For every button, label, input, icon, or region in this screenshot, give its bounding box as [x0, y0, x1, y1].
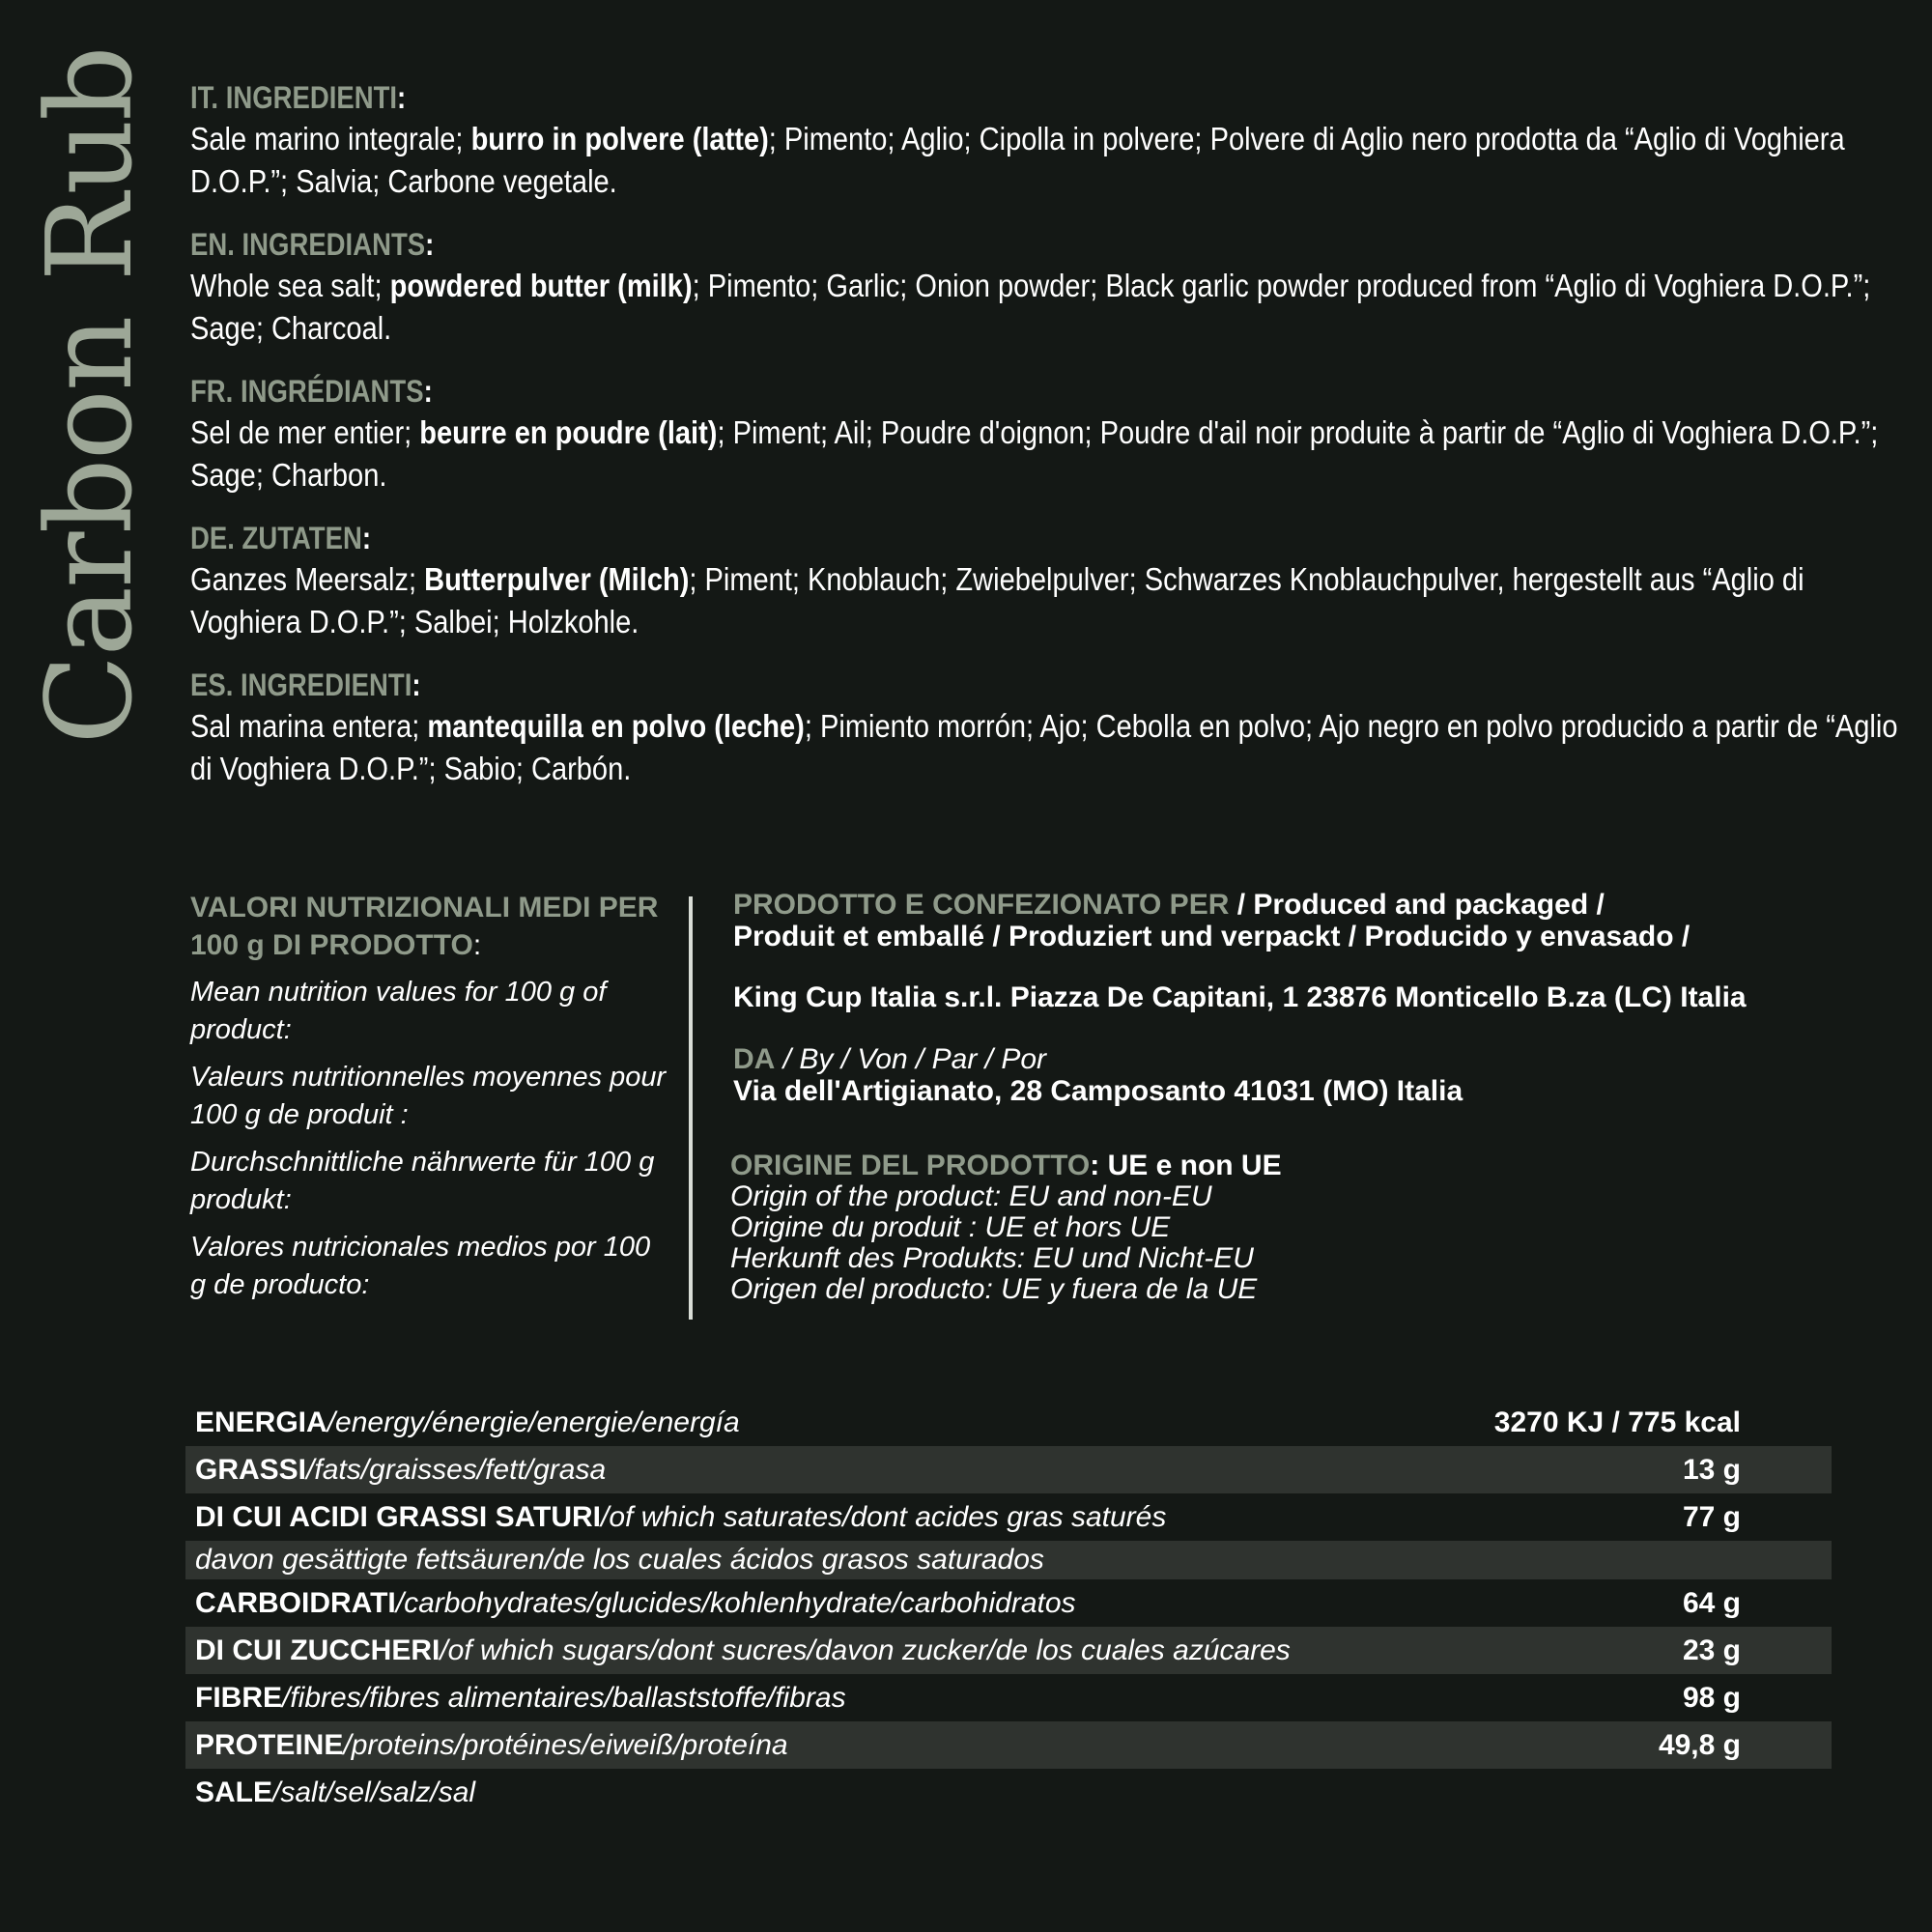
table-row [185, 1541, 1832, 1579]
nutrient-translations: /proteins/protéines/eiweiß/proteína [343, 1729, 788, 1761]
ingredients-text: Whole sea salt; powdered butter (milk); Pimento; Garlic; Onion powder; Black garlic powder produced from “Aglio di Voghiera D.O.P.”; Sage; Charcoal. [190, 268, 1871, 346]
origin-line: Origen del producto: UE y fuera de la UE [730, 1273, 1258, 1305]
nutrition-intro-translation: Durchschnittliche nährwerte für 100 g produkt: [190, 1147, 655, 1215]
nutrient-value: 3270 KJ / 775 kcal [1493, 1406, 1741, 1438]
ingredients-text: Sel de mer entier; beurre en poudre (lait); Piment; Ail; Poudre d'oignon; Poudre d'ail noir produite à partir de “Aglio di Voghiera D.O.P.”; Sage; Charbon. [190, 414, 1879, 493]
allergen: mantequilla en polvo (leche) [427, 708, 805, 744]
product-title: Carbon Rub [21, 47, 158, 745]
nutrition-intro-heading: VALORI NUTRIZIONALI MEDI PER 100 g DI PRODOTTO [190, 892, 659, 961]
allergen: burro in polvere (latte) [470, 121, 769, 156]
table-row [185, 1721, 1832, 1769]
ingredients-fr: FR. INGRÉDIANTS: Sel de mer entier; beurre en poudre (lait); Piment; Ail; Poudre d'oignon; Poudre d'ail noir produite à partir de “Aglio di Voghiera D.O.P.”; Sage; Charbon. [190, 371, 1910, 497]
nutrient-translations: /carbohydrates/glucides/kohlenhydrate/carbohidratos [395, 1587, 1076, 1619]
nutrition-intro-translation: Valeurs nutritionnelles moyennes pour 100 g de produit : [190, 1062, 667, 1130]
ingredients-heading: EN. INGREDIANTS [190, 227, 426, 262]
allergen: beurre en poudre (lait) [419, 414, 718, 450]
ingredients-text: Ganzes Meersalz; Butterpulver (Milch); Piment; Knoblauch; Zwiebelpulver; Schwarzes Knoblauchpulver, hergestellt aus “Aglio di Voghiera D.O.P.”; Salbei; Holzkohle. [190, 561, 1804, 639]
ingredients-text: Sale marino integrale; burro in polvere (latte); Pimento; Aglio; Cipolla in polvere; Polvere di Aglio nero prodotta da “Aglio di Voghiera D.O.P.”; Salvia; Carbone vegetale. [190, 121, 1845, 199]
ingredients-it: IT. INGREDIENTI: Sale marino integrale; burro in polvere (latte); Pimento; Aglio; Cipolla in polvere; Polvere di Aglio nero prodotta da “Aglio di Voghiera D.O.P.”; Salvia; Carbone vegetale. [190, 77, 1910, 203]
table-row [185, 1493, 1832, 1541]
ingredients-heading: ES. INGREDIENTI [190, 668, 412, 702]
nutrient-value: 64 g [1682, 1587, 1741, 1619]
nutrient-translations: /energy/énergie/energie/energía [327, 1406, 740, 1438]
producer-heading-line2: Produit et emballé / Produziert und verpackt / Producido y envasado / [733, 921, 1690, 952]
nutrient-name: DI CUI ZUCCHERI [195, 1634, 440, 1666]
origin-line: Origine du produit : UE et hors UE [730, 1211, 1171, 1243]
table-row [185, 1769, 1832, 1816]
nutrient-name: ENERGIA [195, 1406, 327, 1438]
table-row [185, 1579, 1832, 1627]
origin-line: Herkunft des Produkts: EU und Nicht-EU [730, 1242, 1254, 1274]
ingredients-es: ES. INGREDIENTI: Sal marina entera; mantequilla en polvo (leche); Pimiento morrón; Ajo; Cebolla en polvo; Ajo negro en polvo producido a partir de “Aglio di Voghiera D.O.P.”; Sabio; Carbón. [190, 665, 1910, 790]
ingredients-text: Sal marina entera; mantequilla en polvo (leche); Pimiento morrón; Ajo; Cebolla en polvo; Ajo negro en polvo producido a partir de “Aglio di Voghiera D.O.P.”; Sabio; Carbón. [190, 708, 1898, 786]
nutrition-intro-translation: Mean nutrition values for 100 g of product: [190, 977, 607, 1045]
nutrient-name: CARBOIDRATI [195, 1587, 396, 1619]
origin-info [730, 1150, 1892, 1305]
ingredients-de: DE. ZUTATEN: Ganzes Meersalz; Butterpulver (Milch); Piment; Knoblauch; Zwiebelpulver; Schwarzes Knoblauchpulver, hergestellt aus “Aglio di Voghiera D.O.P.”; Salbei; Holzkohle. [190, 518, 1910, 643]
nutrient-translations: /salt/sel/salz/sal [272, 1776, 476, 1808]
product-title-vertical [21, 47, 158, 745]
table-row [185, 1446, 1832, 1493]
producer-info [730, 889, 1892, 1305]
info-section [190, 889, 1890, 1314]
producer-address: Via dell'Artigianato, 28 Camposanto 41031 (MO) Italia [733, 1075, 1463, 1107]
nutrient-value: 77 g [1682, 1501, 1741, 1533]
nutrient-name: GRASSI [195, 1454, 307, 1486]
ingredients-section [190, 77, 1910, 811]
nutrition-intro-translation: Valores nutricionales medios por 100 g de producto: [190, 1232, 651, 1300]
producer-heading: PRODOTTO E CONFEZIONATO PER / Produced and packaged / [733, 889, 1605, 921]
nutrient-value: 49,8 g [1658, 1729, 1741, 1761]
ingredients-heading: IT. INGREDIENTI [190, 80, 398, 115]
ingredients-heading: FR. INGRÉDIANTS [190, 374, 424, 409]
allergen: Butterpulver (Milch) [424, 561, 690, 597]
nutrient-translations: /fibres/fibres alimentaires/ballaststoffe/fibras [282, 1682, 846, 1714]
ingredients-en: EN. INGREDIANTS: Whole sea salt; powdered butter (milk); Pimento; Garlic; Onion powder; Black garlic powder produced from “Aglio di Voghiera D.O.P.”; Sage; Charcoal. [190, 224, 1910, 350]
allergen: powdered butter (milk) [389, 268, 693, 303]
nutrient-name: DI CUI ACIDI GRASSI SATURI [195, 1501, 602, 1533]
ingredients-heading: DE. ZUTATEN [190, 521, 362, 555]
nutrient-name: FIBRE [195, 1682, 282, 1714]
nutrient-translations: davon gesättigte fettsäuren/de los cuales ácidos grasos saturados [195, 1544, 1044, 1576]
table-row [185, 1674, 1832, 1721]
nutrient-value: 98 g [1682, 1682, 1741, 1714]
origin-heading: ORIGINE DEL PRODOTTO: UE e non UE [730, 1150, 1282, 1181]
nutrient-value: 23 g [1682, 1634, 1741, 1666]
vertical-divider [689, 896, 693, 1320]
nutrient-name: PROTEINE [195, 1729, 344, 1761]
producer-company: King Cup Italia s.r.l. Piazza De Capitani, 1 23876 Monticello B.za (LC) Italia [733, 981, 1747, 1013]
table-row [185, 1399, 1832, 1446]
nutrient-name: SALE [195, 1776, 273, 1808]
producer-da-label: DA / By / Von / Par / Por [733, 1043, 1047, 1075]
nutrient-value: 13 g [1682, 1454, 1741, 1486]
nutrient-translations: /fats/graisses/fett/grasa [306, 1454, 607, 1486]
nutrient-translations: /of which saturates/dont acides gras saturés [601, 1501, 1167, 1533]
table-row [185, 1627, 1832, 1674]
nutrition-intro: VALORI NUTRIZIONALI MEDI PER 100 g DI PRODOTTO: Mean nutrition values for 100 g of product: Valeurs nutritionnelles moyennes pour 100 g de produit : Durchschnittliche nährwerte für 100 g produkt: Valores nutricionales medios por 100 g de producto: [190, 889, 673, 1314]
nutrient-translations: /of which sugars/dont sucres/davon zucker/de los cuales azúcares [440, 1634, 1291, 1666]
nutrition-table [185, 1399, 1832, 1816]
origin-line: Origin of the product: EU and non-EU [730, 1180, 1212, 1212]
